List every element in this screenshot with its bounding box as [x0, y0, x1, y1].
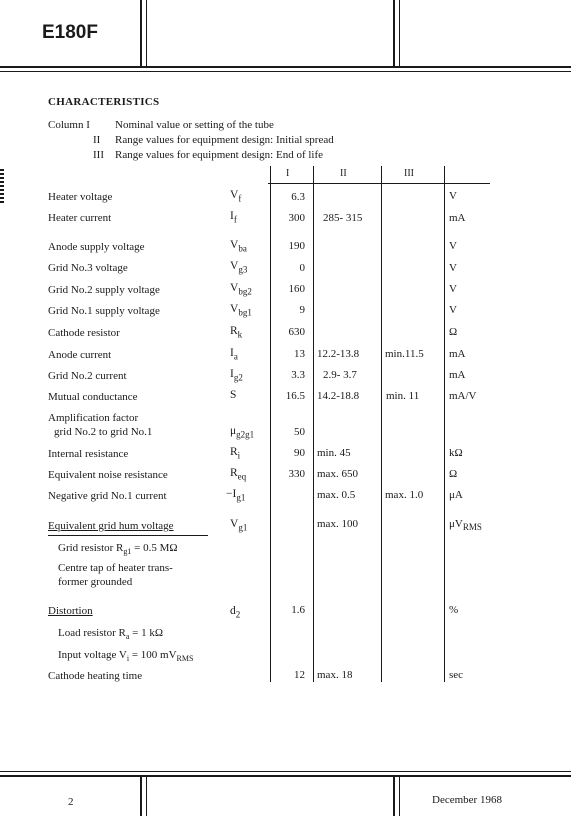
column-header: III — [404, 168, 414, 179]
row-symbol: $d_2$ — [230, 605, 241, 620]
row-label: Anode supply voltage — [48, 241, 145, 253]
row-label: Anode current — [48, 349, 112, 361]
table-header-rule — [268, 183, 490, 184]
row-unit: mA — [449, 212, 466, 224]
condition-note: Input voltage $V_i = 100$ $mV_{RMS}$ — [58, 649, 194, 664]
row-label: Heater current — [48, 212, 112, 224]
row-symbol: $V_{g1}$ — [230, 518, 248, 533]
condition-note: Grid resistor $R_{g1} = 0.5$ MΩ — [58, 542, 178, 557]
legend-text: Range values for equipment design: Initial spread — [115, 134, 334, 146]
legend-col: Column I — [48, 119, 90, 131]
margin-marker — [0, 169, 4, 205]
row-unit: μA — [449, 489, 463, 501]
row-label: Grid No.2 current — [48, 370, 127, 382]
row-label-sub: grid No.2 to grid No.1 — [54, 426, 153, 438]
value-col3: min.11.5 — [385, 348, 424, 360]
row-unit: V — [449, 304, 457, 316]
row-unit: sec — [449, 669, 464, 681]
footer-divider — [146, 775, 147, 816]
table-column-rule — [313, 166, 314, 682]
row-symbol: $\mu_{g2g1}$ — [230, 425, 255, 440]
row-label: Grid No.3 voltage — [48, 262, 128, 274]
header-divider — [399, 0, 400, 66]
row-label: Equivalent noise resistance — [48, 469, 168, 481]
value-col1: 13 — [294, 348, 305, 360]
footer-divider — [399, 775, 400, 816]
row-unit: % — [449, 604, 459, 616]
header-divider — [146, 0, 147, 66]
legend-text: Range values for equipment design: End of life — [115, 149, 324, 161]
section-label-distortion: Distortion — [48, 605, 93, 617]
column-header: I — [286, 168, 290, 179]
header-rule — [0, 66, 571, 68]
row-unit: mA — [449, 348, 466, 360]
value-col1: 0 — [299, 262, 305, 274]
header-divider — [393, 0, 395, 66]
value-col2: 12.2-13.8 — [317, 348, 360, 360]
value-col1: 300 — [288, 212, 305, 224]
value-col1: 3.3 — [291, 369, 305, 381]
value-col2: min. 45 — [317, 447, 351, 459]
value-col3: min. 11 — [386, 390, 420, 402]
page-title: E180F — [42, 22, 98, 43]
row-label: Cathode resistor — [48, 327, 120, 339]
row-symbol: $V_{g3}$ — [230, 260, 248, 275]
legend-col: III — [93, 149, 104, 161]
table-column-rule — [381, 166, 382, 682]
row-symbol: $R_i$ — [230, 446, 241, 461]
row-symbol: $V_{ba}$ — [230, 239, 247, 254]
value-col1: 90 — [294, 447, 305, 459]
row-unit: V — [449, 262, 457, 274]
condition-note: former grounded — [58, 576, 133, 588]
row-unit: V — [449, 283, 457, 295]
value-col1: 630 — [288, 326, 305, 338]
row-symbol: $R_{eq}$ — [230, 467, 247, 482]
header-rule — [0, 71, 571, 72]
footer-rule — [0, 775, 571, 777]
header-divider — [140, 0, 142, 66]
value-col1: 50 — [294, 426, 305, 438]
row-symbol: $V_{bg2}$ — [230, 282, 252, 297]
row-unit: V — [449, 240, 457, 252]
row-unit: Ω — [449, 326, 458, 338]
column-header: II — [340, 168, 347, 179]
value-col1: 6.3 — [291, 191, 305, 203]
row-symbol: $I_f$ — [230, 210, 237, 225]
row-symbol: $I_{g2}$ — [230, 368, 243, 383]
value-col2: max. 18 — [317, 669, 353, 681]
table-column-rule — [270, 166, 271, 682]
row-label: Amplification factor — [48, 412, 139, 424]
footer-rule — [0, 771, 571, 772]
value-col2: max. 650 — [317, 468, 358, 480]
row-unit: mA — [449, 369, 466, 381]
condition-note: Centre tap of heater trans- — [58, 562, 173, 574]
value-col1: 1.6 — [291, 604, 305, 616]
value-col1: 12 — [294, 669, 305, 681]
row-label: Mutual conductance — [48, 391, 138, 403]
value-col1: 16.5 — [285, 390, 305, 402]
row-symbol: $-I_{g1}$ — [226, 488, 246, 503]
value-col1: 190 — [288, 240, 305, 252]
value-col1: 9 — [299, 304, 305, 316]
row-unit: mA/V — [449, 390, 477, 402]
label-underline — [48, 535, 208, 536]
value-col2: 2.9- 3.7 — [323, 369, 357, 381]
value-col2: max. 0.5 — [317, 489, 356, 501]
row-unit: kΩ — [449, 447, 463, 459]
row-symbol: $V_{bg1}$ — [230, 303, 252, 318]
value-col3: max. 1.0 — [385, 489, 424, 501]
row-label: Cathode heating time — [48, 670, 143, 682]
condition-note: Load resistor $R_a = 1$ kΩ — [58, 627, 164, 642]
section-heading: CHARACTERISTICS — [48, 96, 160, 108]
footer-divider — [393, 775, 395, 816]
footer-divider — [140, 775, 142, 816]
value-col1: 330 — [288, 468, 305, 480]
row-unit: Ω — [449, 468, 458, 480]
table-column-rule — [444, 166, 445, 682]
legend-col: II — [93, 134, 101, 146]
publication-date: December 1968 — [432, 794, 502, 806]
row-symbol: $V_f$ — [230, 189, 242, 204]
value-col2: 14.2-18.8 — [317, 390, 360, 402]
value-col1: 160 — [288, 283, 305, 295]
row-label: Heater voltage — [48, 191, 113, 203]
row-unit: $\mu V_{RMS}$ — [449, 518, 482, 533]
row-symbol: $I_a$ — [230, 347, 238, 362]
legend-text: Nominal value or setting of the tube — [115, 119, 274, 131]
value-col2: max. 100 — [317, 518, 358, 530]
row-label: Internal resistance — [48, 448, 129, 460]
row-unit: V — [449, 190, 457, 202]
row-symbol: S — [230, 389, 237, 401]
row-label: Grid No.1 supply voltage — [48, 305, 160, 317]
row-symbol: $R_k$ — [230, 325, 243, 340]
row-label: Negative grid No.1 current — [48, 490, 167, 502]
value-col2: 285- 315 — [323, 212, 363, 224]
section-label-hum: Equivalent grid hum voltage — [48, 520, 174, 532]
page-number: 2 — [68, 796, 74, 808]
row-label: Grid No.2 supply voltage — [48, 284, 160, 296]
